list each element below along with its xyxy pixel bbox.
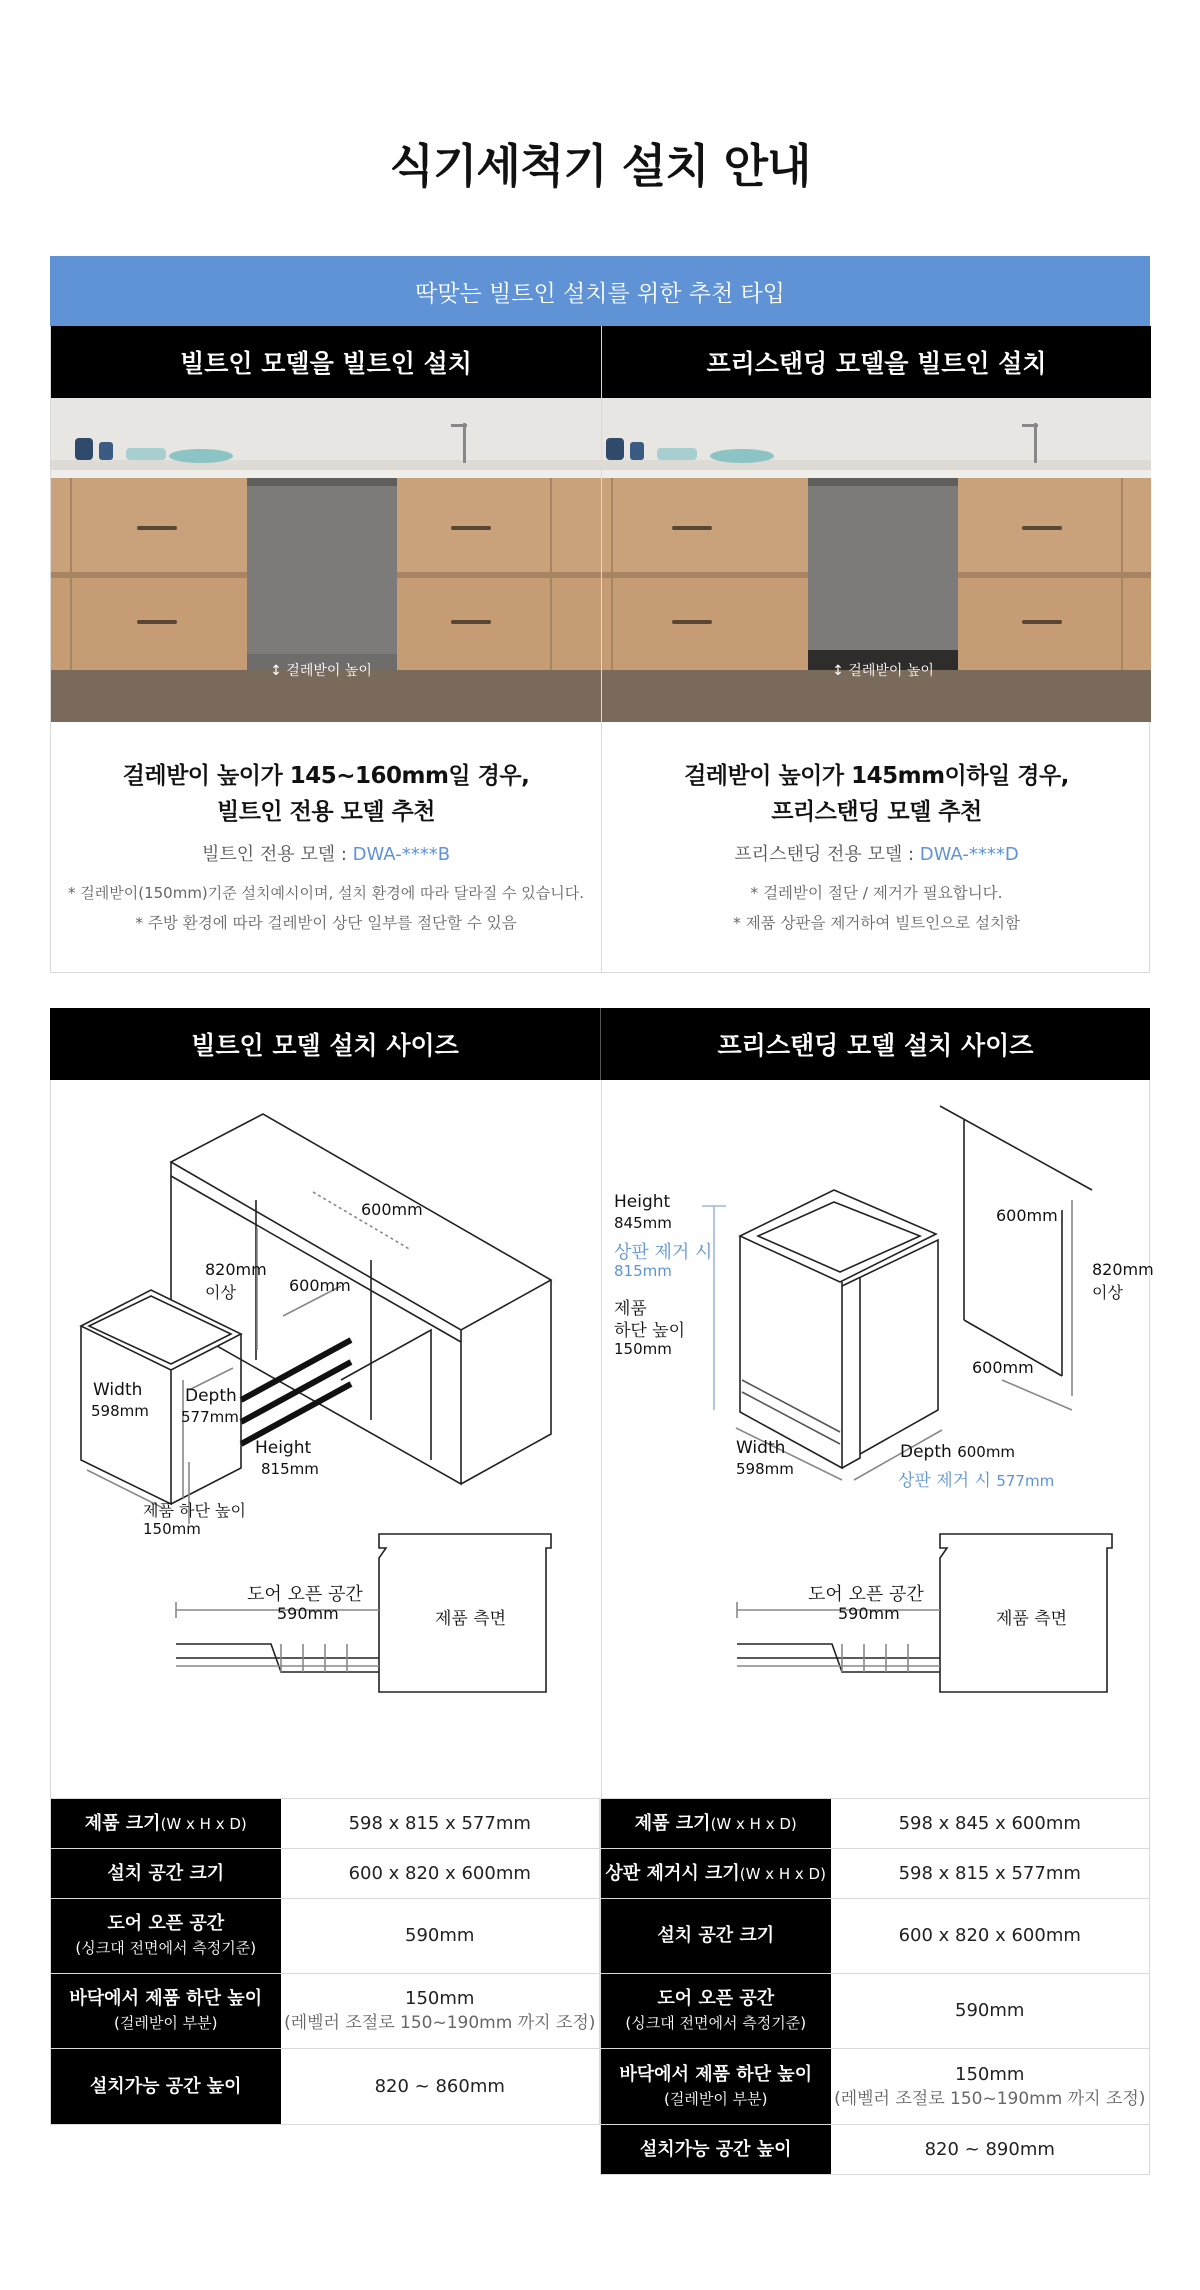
recommend-heading: 프리스탠딩 모델을 빌트인 설치: [602, 326, 1151, 398]
spec-key: [601, 1974, 831, 2049]
spec-key-sub: (싱크대 전면에서 측정기준): [75, 1939, 257, 1957]
table-row: [51, 1799, 600, 1849]
spec-key: [601, 2049, 831, 2125]
bottom-height-label-1: 제품: [614, 1299, 647, 1319]
spec-key-text: 바닥에서 제품 하단 높이: [69, 1988, 263, 2009]
table-row: [51, 1899, 600, 1974]
height-label: Height: [255, 1438, 312, 1458]
bottom-height-value: 150mm: [143, 1520, 201, 1538]
dim-600-depth: 600mm: [289, 1276, 351, 1295]
spec-key: 설치가능 공간 높이: [601, 2125, 831, 2175]
spec-key: 설치 공간 크기: [601, 1899, 831, 1974]
depth-removed-value: 577mm: [996, 1472, 1055, 1490]
door-open-label: 도어 오픈 공간: [247, 1584, 363, 1605]
dim-820: 820mm: [205, 1260, 267, 1279]
spec-key: 설치 공간 크기: [51, 1849, 281, 1899]
recommend-headline-2: 빌트인 전용 모델 추천: [217, 799, 435, 825]
spec-key-small: (W x H x D): [739, 1864, 826, 1883]
width-label: Width: [93, 1380, 143, 1400]
dim-600-top: 600mm: [361, 1200, 423, 1219]
door-open-label: 도어 오픈 공간: [808, 1584, 924, 1605]
recommend-model: [51, 840, 601, 866]
spec-value: 598 x 815 x 577mm: [281, 1799, 600, 1849]
recommend-headline: 걸레받이 높이가 145~160mm일 경우,: [122, 763, 530, 789]
spec-value: 600 x 820 x 600mm: [281, 1849, 600, 1899]
depth-label: Depth: [900, 1442, 952, 1462]
spec-value: 598 x 845 x 600mm: [831, 1799, 1150, 1849]
height-label: Height: [614, 1192, 671, 1212]
spec-key-small: (W x H x D): [160, 1814, 247, 1833]
spec-key-text: 바닥에서 제품 하단 높이: [619, 2063, 813, 2085]
spec-value: 598 x 815 x 577mm: [831, 1849, 1150, 1899]
model-label: 프리스탠딩 전용 모델 :: [734, 844, 920, 865]
height-value: 815mm: [261, 1460, 319, 1478]
bottom-height-label: 제품 하단 높이: [143, 1501, 246, 1520]
recommend-note: * 걸레받이 절단 / 제거가 필요합니다.: [750, 884, 1003, 902]
kitchen-photo: [602, 398, 1151, 722]
recommend-note: * 제품 상판을 제거하여 빌트인으로 설치함: [733, 914, 1020, 932]
builtin-size-heading: 빌트인 모델 설치 사이즈: [50, 1008, 600, 1080]
spec-key: [51, 1899, 281, 1974]
dim-820-sub: 이상: [1092, 1283, 1123, 1302]
dim-600-depth: 600mm: [972, 1358, 1034, 1377]
recommend-banner: 딱맞는 빌트인 설치를 위한 추천 타입: [50, 256, 1150, 326]
top-removed-value: 815mm: [614, 1262, 672, 1280]
recommend-headline: 걸레받이 높이가 145mm이하일 경우,: [684, 763, 1069, 789]
spec-value-text: 150mm: [955, 2063, 1025, 2085]
freestanding-diagram: [601, 1080, 1154, 1798]
width-label: Width: [736, 1438, 786, 1458]
table-row: [601, 1799, 1150, 1849]
spec-value: 590mm: [281, 1899, 600, 1974]
kitchen-photo: [51, 398, 601, 722]
spec-key: [51, 1974, 281, 2049]
spec-key: [51, 1799, 281, 1849]
table-row: [601, 2125, 1150, 2175]
recommend-note: * 주방 환경에 따라 걸레받이 상단 일부를 절단할 수 있음: [135, 914, 517, 932]
spec-key: 설치가능 공간 높이: [51, 2049, 281, 2125]
recommend-freestanding: [601, 326, 1151, 972]
door-open-value: 590mm: [277, 1604, 339, 1623]
baseboard-height-label: ↕ 걸레받이 높이: [270, 663, 372, 679]
recommend-model: [602, 840, 1151, 866]
spec-key: [601, 1799, 831, 1849]
baseboard-height-label: ↕ 걸레받이 높이: [832, 663, 934, 679]
builtin-diagram: [51, 1080, 601, 1798]
height-value: 845mm: [614, 1214, 672, 1232]
spec-value: [281, 1974, 600, 2049]
recommend-builtin: [51, 326, 601, 972]
spec-key: [601, 1849, 831, 1899]
spec-value-text: 150mm: [405, 1988, 475, 2009]
model-label: 빌트인 전용 모델 :: [201, 844, 353, 865]
spec-value: 820 ~ 890mm: [924, 2138, 1055, 2160]
depth-removed-label: 상판 제거 시: [898, 1471, 991, 1491]
freestanding-spec-table: [600, 1798, 1150, 2175]
freestanding-size-heading: 프리스탠딩 모델 설치 사이즈: [600, 1008, 1150, 1080]
model-code: DWA-****B: [352, 844, 451, 865]
spec-key-text: 제품 크기: [634, 1812, 711, 1834]
depth-removed-row: [898, 1466, 1054, 1491]
bottom-height-value: 150mm: [614, 1340, 672, 1358]
spec-key-text: 제품 크기: [84, 1812, 161, 1834]
dim-600-top: 600mm: [996, 1206, 1058, 1225]
spec-value: 590mm: [831, 1974, 1150, 2049]
spec-value: [831, 2049, 1150, 2125]
table-row: [601, 1974, 1150, 2049]
spec-value: 820 ~ 860mm: [374, 2075, 505, 2097]
table-row: [601, 1849, 1150, 1899]
table-row: [601, 1899, 1150, 1974]
depth-label: Depth: [185, 1386, 237, 1406]
recommend-note: * 걸레받이(150mm)기준 설치예시이며, 설치 환경에 따라 달라질 수 있습니다.: [68, 884, 584, 902]
recommend-headline-2: 프리스탠딩 모델 추천: [771, 799, 982, 825]
table-row: [51, 1974, 600, 2049]
spec-key-text: 도어 오픈 공간: [657, 1988, 775, 2009]
width-value: 598mm: [736, 1460, 794, 1478]
spec-key-text: 도어 오픈 공간: [107, 1913, 225, 1934]
dim-820-sub: 이상: [205, 1283, 236, 1302]
spec-key-text: 상판 제거시 크기: [605, 1862, 740, 1884]
depth-value: 600mm: [957, 1443, 1016, 1461]
depth-value: 577mm: [181, 1408, 239, 1426]
spec-value-sub: (레벨러 조절로 150~190mm 까지 조정): [834, 2088, 1146, 2109]
spec-value-sub: (레벨러 조절로 150~190mm 까지 조정): [284, 2013, 596, 2033]
model-code: DWA-****D: [919, 844, 1019, 865]
spec-key-sub: (걸레받이 부분): [664, 2089, 768, 2108]
size-section: [50, 1008, 1154, 2175]
page-title: 식기세척기 설치 안내: [389, 139, 811, 193]
table-row: [51, 1849, 600, 1899]
recommend-section: [50, 256, 1150, 973]
spec-key-sub: (싱크대 전면에서 측정기준): [625, 2014, 807, 2032]
door-open-value: 590mm: [838, 1604, 900, 1623]
table-row: [601, 2049, 1150, 2125]
spec-value: 600 x 820 x 600mm: [831, 1899, 1150, 1974]
bottom-height-label-2: 하단 높이: [614, 1321, 686, 1341]
dim-820: 820mm: [1092, 1260, 1154, 1279]
product-side-label: 제품 측면: [435, 1609, 507, 1629]
product-side-label: 제품 측면: [996, 1609, 1068, 1629]
recommend-heading: 빌트인 모델을 빌트인 설치: [51, 326, 601, 398]
spec-key-small: (W x H x D): [710, 1814, 797, 1833]
table-row: [51, 2049, 600, 2125]
width-value: 598mm: [91, 1402, 149, 1420]
depth-label-row: [900, 1442, 1015, 1462]
spec-key-sub: (걸레받이 부분): [114, 2014, 218, 2032]
builtin-spec-table: [50, 1798, 600, 2125]
top-removed-label: 상판 제거 시: [614, 1242, 713, 1263]
